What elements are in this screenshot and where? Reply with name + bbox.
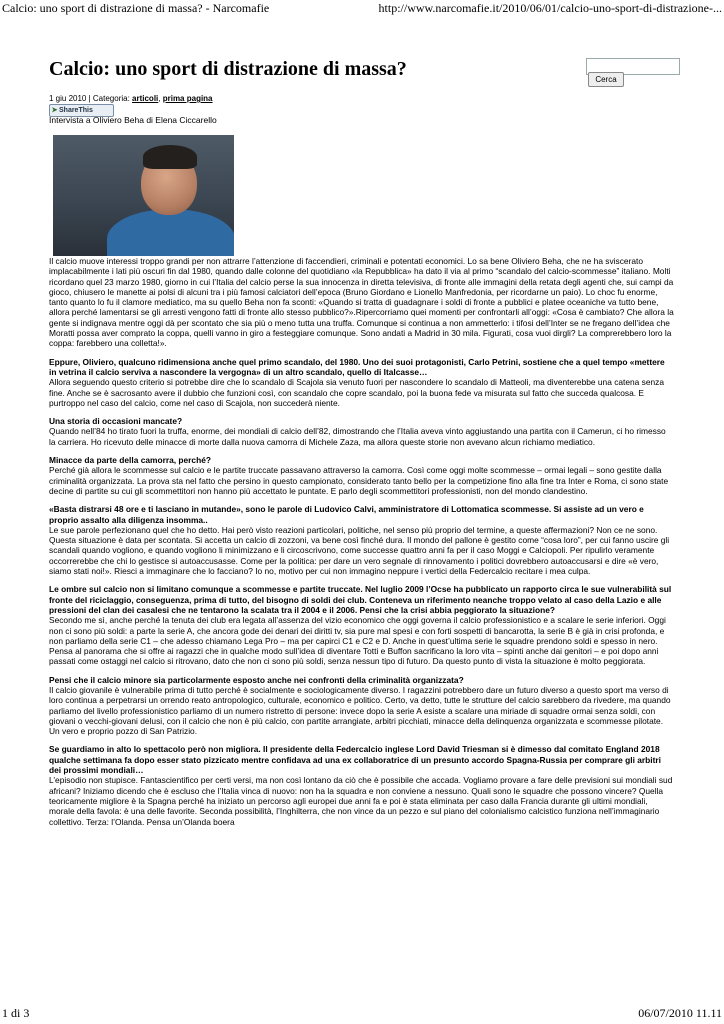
question: «Basta distrarsi 48 ore e ti lasciano in mutande», sono le parole di Ludovico Calvi, amministratore di Lottomatica scommesse. Si assiste ad un vero e proprio assalto alla diligenza insomma..: [49, 504, 644, 525]
answer: Il calcio giovanile è vulnerabile prima di tutto perché è socialmente e sociologicamente diverso. I ragazzini potrebbero dare un futuro diverso a questo sport ma verso di loro continua a perpetrarsi un orrendo reato antropologico, culturale, economico e politico. Certo, va detto, tutte le strutture del calcio sarebbero da rivedere, ma quando parliamo del livello professionistico parliamo di un numero ristretto di persone: invece dopo la serie A esiste a scalare una miriade di squadre ormai senza soldi, con giovani o vecchi-giovani delusi, con il calcio che non è più calcio, con partite arrangiate, arbitri picchiati, minacce della delinquenza organizzata e scommesse pilotate. Un vero e proprio pozzo di San Patrizio.: [49, 684, 671, 737]
question: Le ombre sul calcio non si limitano comunque a scommesse e partite truccate. Nel luglio 2009 l’Ocse ha pubblicato un rapporto circa le sue vulnerabilità sul fronte del riciclaggio, conseguenza, prima di tutto, del bisogno di soldi dei club. Conteneva un riferimento neanche troppo velato al caso della Lazio e alle pressioni del clan dei casalesi che ne tentarono la scalata tra il 2004 e il 2006. Pensi che la crisi abbia peggiorato la situazione?: [49, 584, 672, 615]
answer: Perché già allora le scommesse sul calcio e le partite truccate passavano attraverso la camorra. Così come oggi molte scommesse – ormai legali – sono gestite dalla criminalità organizzata. La prova sta nel fatto che persino in questo campionato, considerato tanto bello per la competizione fino alla fine tra Inter e Roma, ci sono state decine di partite su cui gli scommettitori non hanno più accettato le puntate. E parlo degli scommettitori professionisti, non del mondo clandestino.: [49, 465, 669, 496]
question: Pensi che il calcio minore sia particolarmente esposto anche nei confronti della criminalità organizzata?: [49, 674, 464, 685]
interviewee-photo: [53, 135, 234, 256]
print-timestamp: 06/07/2010 11.11: [638, 1006, 722, 1020]
answer: Le sue parole perfezionano quel che ho detto. Hai però visto reazioni particolari, politiche, nel senso più proprio del termine, a queste affermazioni? Non ce ne sono. Questa situazione è data per scontata. Si accetta un calcio di zozzoni, va bene così finché dura. Il mondo del pallone è gestito come “cosa loro”, per cui fanno uscire gli scandali quando vogliono, e quando vogliono li minimizzano e li circoscrivono, come successe quattro anni fa per il caso Moggi e Calciopoli. Per ripulirlo veramente occorrerebbe che chi lo gestisce si autoaccusasse. Come per la politica: per dare un vero segnale di rinnovamento i politici dovrebbero autoaccusarsi e dire «è vero, siamo stati noi!». Riesci a immaginare che lo facciano? Io no, motivo per cui non immagino neppure i vertici della Federcalcio recitare i mea culpa.: [49, 524, 670, 577]
category-separator: ,: [158, 94, 163, 103]
print-header: [0, 0, 724, 18]
page-counter: 1 di 3: [2, 1006, 30, 1020]
question: Se guardiamo in alto lo spettacolo però non migliora. Il presidente della Federcalcio inglese Lord David Triesman si è dimesso dal comitato England 2018 qualche settimana fa dopo esser stato pizzicato mentre confidava ad una ex collaboratrice di un presunto accordo Spagna-Russia per comprare gli arbitri dei prossimi mondiali…: [49, 744, 661, 776]
answer: Quando nell’84 ho tirato fuori la truffa, enorme, dei mondiali di calcio dell’82, dimostrando che l’Italia aveva vinto aggiustando una partita con il Camerun, ci ho rimesso la carriera. Ho ricevuto delle minacce di morte dalla nuova camorra di Michele Zaza, ma allora queste storie non avevano alcun richiamo mediatico.: [49, 426, 666, 447]
intro-paragraph: Il calcio muove interessi troppo grandi per non attrarre l’attenzione di faccendieri, criminali e potentati economici. Lo sa bene Oliviero Beha, che ne ha sviscerato implacabilmente i lati più oscuri fin dal 1980, quando dalle colonne del quotidiano «la Repubblica» ha dato il via al primo “scandalo del calcio-scommesse” italiano. Molti ricordano quel 23 marzo 1980, giorno in cui l’Italia del calcio perse la sua innocenza in diretta televisiva, di fronte alle immagini della retata degli agenti che, sui campi da gioco, chiusero le manette ai polsi di alcuni tra i più famosi calciatori dell’epoca (Bruno Giordano e Lionello Manfredonia, per ricordarne un paio). Lo choc fu enorme, tanto quanto lo fu il clamore mediatico, ma su quello Beha non fa sconti: «Quando si tratta di guadagnare i soldi di fronte a pubblici e platee oceaniche va tutto bene, allora perché lamentarsi se gli arresti vengono fatti di fronte allo stesso pubblico?».Ripercorriamo quei momenti per confrontarli all’oggi: «Cosa è cambiato? Che allora la gente si indignava mentre oggi dà per scontato che sia più o meno tutta una truffa. Comunque si continua a non ammetterlo: i tifosi dell’Inter se ne fregano dell’idea che Moratti possa aver comprato la coppa, quelli vanno in giro a festeggiare comunque. Sono andati a Madrid in 30 mila. Figurati, cosa vuoi dirgli? La comprerebbero loro la coppa: farebbero una colletta!».: [49, 256, 674, 349]
question: Eppure, Oliviero, qualcuno ridimensiona anche quel primo scandalo, del 1980. Uno dei suoi protagonisti, Carlo Petrini, sostiene che a quel tempo «mettere in vetrina il calcio serviva a nascondere la vergogna» di un altro scandalo, quello di Italcasse…: [49, 356, 665, 377]
article-title: Calcio: uno sport di distrazione di massa?: [49, 58, 407, 80]
article-body: [49, 256, 674, 835]
answer: L’episodio non stupisce. Fantascientifico per certi versi, ma non così lontano da ciò che è possibile che accada. Vogliamo provare a fare delle previsioni sui mondiali sud africani? Iniziamo dicendo che è escluso che l’Italia vinca di nuovo: non ha la squadra e non conviene a nessuno. Quali sono le squadre che possono vincere? Quella teoricamente migliore è la Spagna perché ha iniziato un percorso agli europei due anni fa e poi è stata eliminata per caso dalla Francia durante gli ultimi mondiali, morale della favola: è una delle favorite. Seconda possibilità, l’Inghilterra, che non vince da un pezzo e sul piano del colonialismo calcistico funziona nell’immaginario collettivo. Terza: l’Olanda. Pensa un’Olanda boera: [49, 775, 673, 827]
print-header-title: Calcio: uno sport di distrazione di massa? - Narcomafie: [2, 1, 270, 15]
article-subtitle: Intervista a Oliviero Beha di Elena Ciccarello: [49, 115, 217, 125]
category-link-prima-pagina[interactable]: prima pagina: [162, 94, 213, 103]
answer: Secondo me sì, anche perché la tenuta dei club era legata all’assenza del vizio economico che oggi governa il calcio professionistico e a scalare le serie inferiori. Oggi non ci sono più soldi: a parte la serie A, che ancora gode dei denari dei diritti tv, sia pure mal spesi e con forti sospetti di bancarotta, la serie B è già in crisi profonda, e non parliamo della serie C1 – che adesso chiamano Lega Pro – ma per capirci C1 e C2 e D. Anche in quest’ultima serie le squadre prendono soldi e spesso in nero. Pensa al panorama che si offre ai ragazzi che in qualche modo sull’idea di diventare Totti e Buffon sacrificano la loro vita – spinti anche dai genitori – e poi dopo anni passati come ostaggi nel calcio si ritrovano, dato che non ci sono più soldi, senza nessun tipo di futuro. Da questo punto di vista la situazione è molto peggiorata.: [49, 615, 666, 667]
print-header-url: http://www.narcomafie.it/2010/06/01/calcio-uno-sport-di-distrazione-...: [378, 1, 722, 15]
share-icon: ➤: [51, 107, 58, 114]
article-date: 1 giu 2010 | Categoria:: [49, 94, 133, 103]
answer: Allora seguendo questo criterio si potrebbe dire che lo scandalo di Scajola sia venuto fuori per nascondere lo scandalo di Matteoli, ma diventerebbe una catena senza fine. Anche se è sacrosanto avere il dubbio che funzioni così, con scandalo che copre scandalo, poi la buona fede va misurata sul fatto che succeda qualcosa. E purtroppo nel caso del calcio, come nel caso di Scajola, non succederà niente.: [49, 377, 665, 408]
photo-shoulders: [107, 209, 234, 256]
article-meta: [49, 94, 213, 103]
question: Una storia di occasioni mancate?: [49, 416, 183, 427]
share-label: ShareThis: [59, 107, 93, 114]
print-footer: [0, 1006, 724, 1024]
category-link-articoli[interactable]: articoli: [132, 94, 159, 103]
search-button[interactable]: Cerca: [588, 72, 624, 87]
question: Minacce da parte della camorra, perché?: [49, 455, 211, 466]
photo-hair: [143, 145, 197, 169]
